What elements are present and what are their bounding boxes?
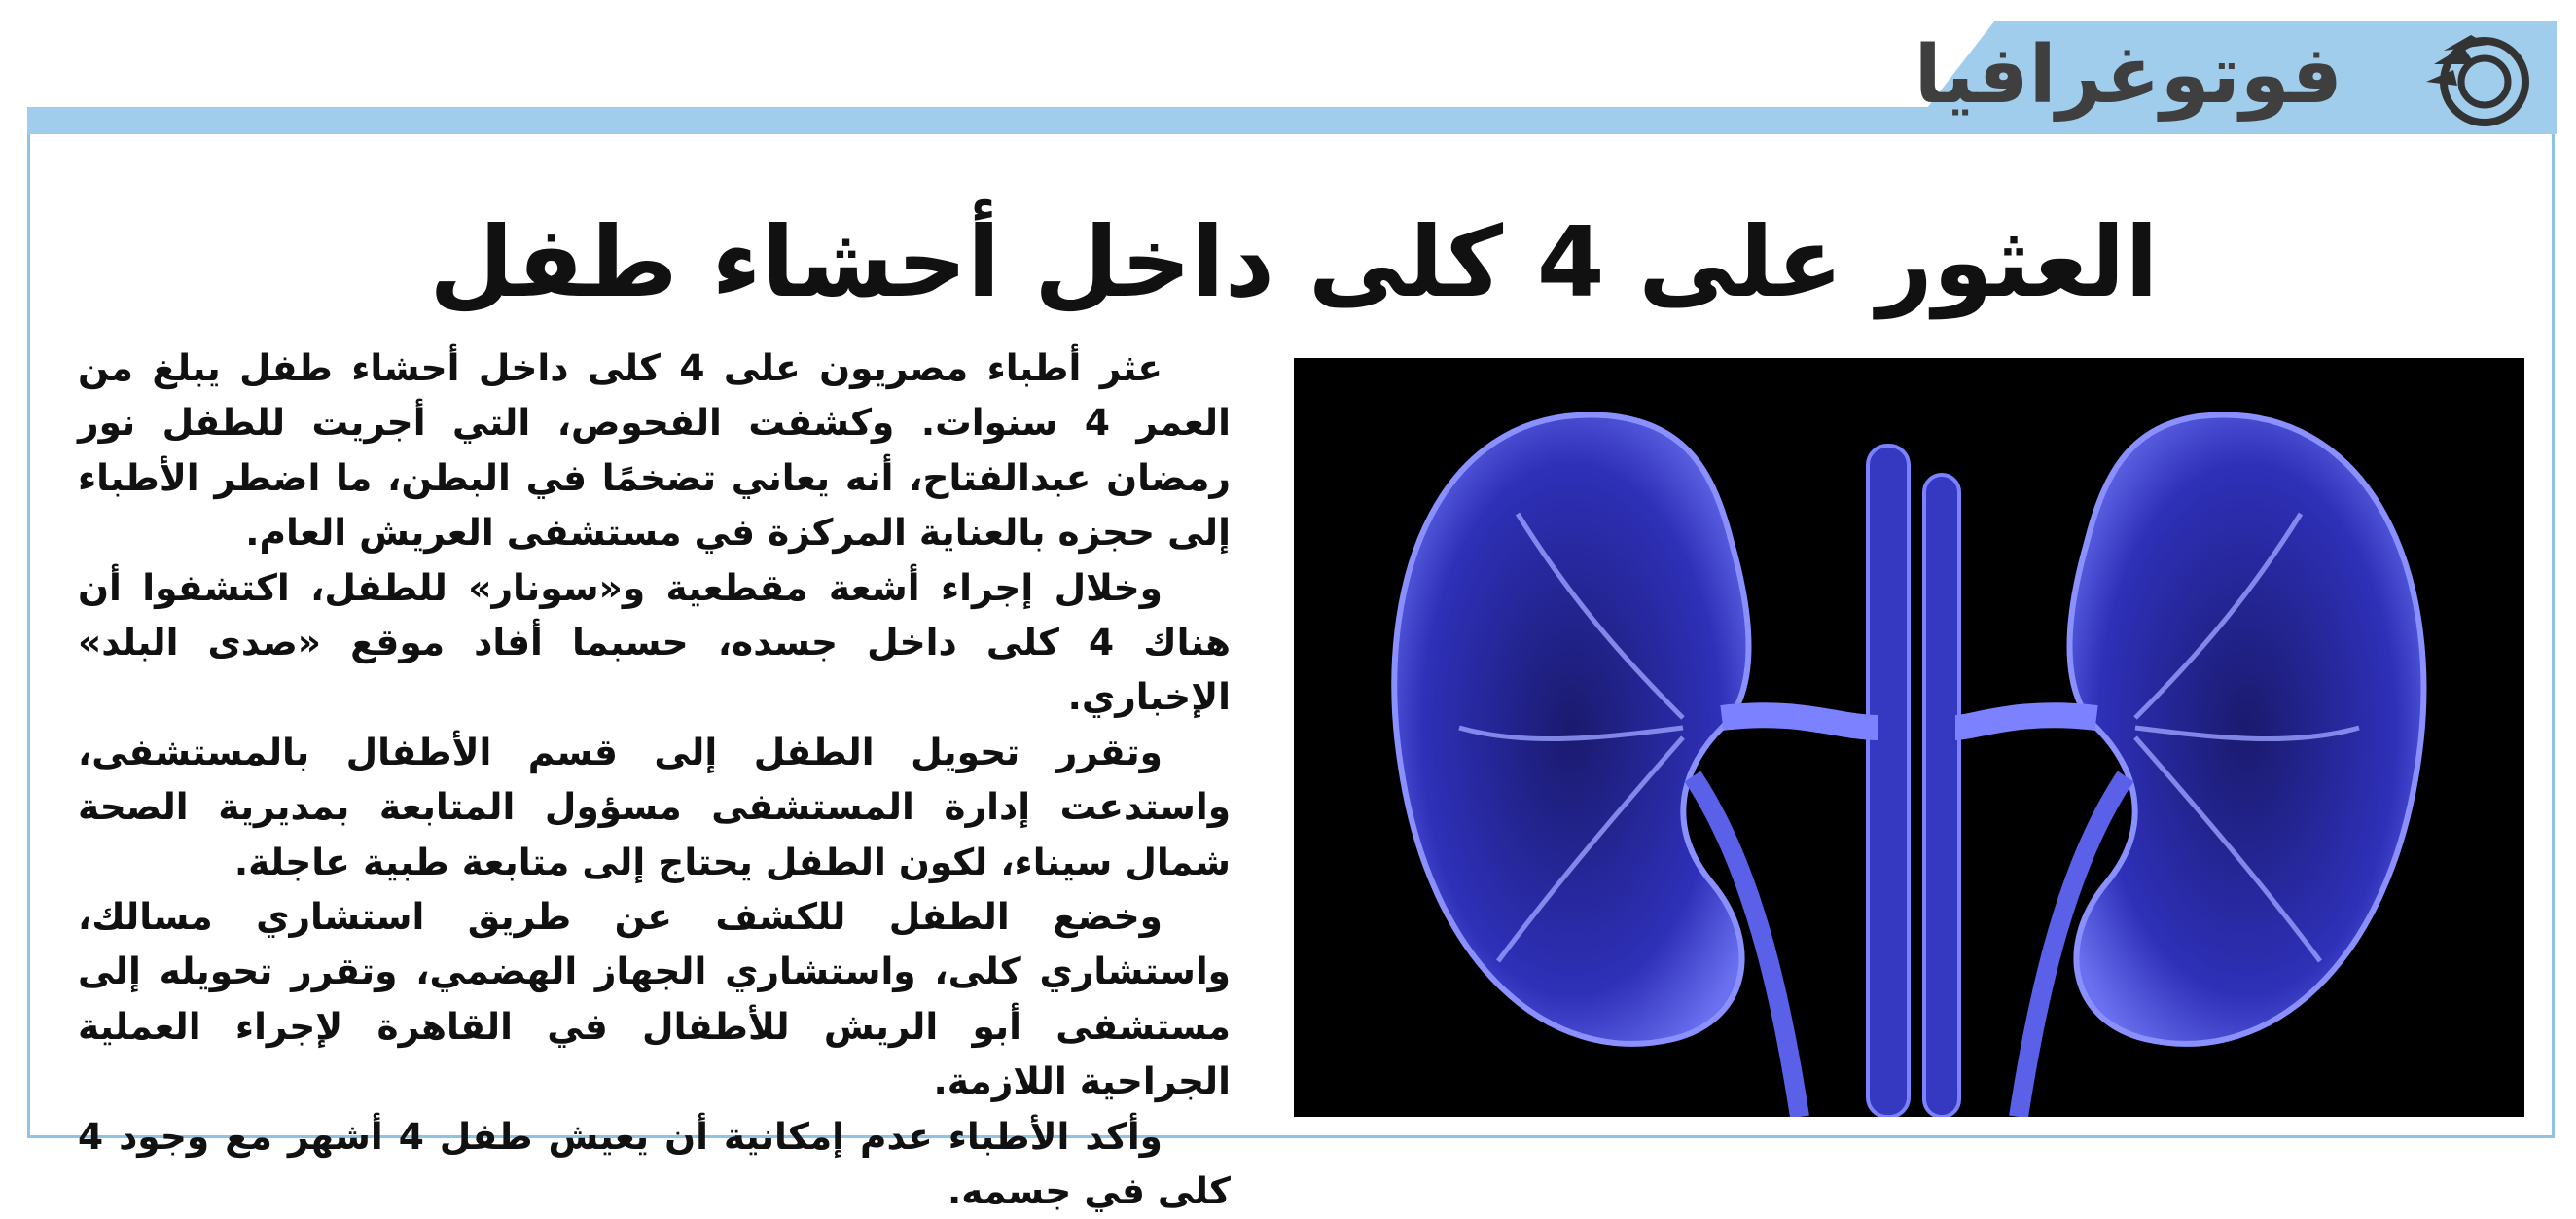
paragraph: وأكد الأطباء عدم إمكانية أن يعيش طفل 4 أشهر مع وجود 4 كلى في جسمه. [78, 1114, 1231, 1213]
paragraph: وخلال إجراء أشعة مقطعية و«سونار» للطفل، اكتشفوا أن هناك 4 كلى داخل جسده، حسبما أفاد موقع «صدى البلد» الإخباري. [78, 565, 1231, 719]
kidneys-photo [1294, 358, 2524, 1117]
camera-icon [2415, 25, 2541, 132]
article-body [78, 341, 1231, 1219]
headline: العثور على 4 كلى داخل أحشاء طفل [429, 205, 2159, 319]
paragraph: عثر أطباء مصريون على 4 كلى داخل أحشاء طفل يبلغ من العمر 4 سنوات. وكشفت الفحوص، التي أجريت للطفل نور رمضان عبدالفتاح، أنه يعاني تضخمًا في البطن، ما اضطر الأطباء إلى حجزه بالعناية المركزة في مستشفى العريش العام. [78, 346, 1231, 555]
section-label: فوتوغرافيا [1914, 29, 2343, 122]
paragraph: وتقرر تحويل الطفل إلى قسم الأطفال بالمستشفى، واستدعت إدارة المستشفى مسؤول المتابعة بمديرية الصحة شمال سيناء، لكون الطفل يحتاج إلى متابعة طبية عاجلة. [78, 730, 1231, 883]
paragraph: وخضع الطفل للكشف عن طريق استشاري مسالك، واستشاري كلى، واستشاري الجهاز الهضمي، وتقرر تحويله إلى مستشفى أبو الريش للأطفال في القاهرة لإجراء العملية الجراحية اللازمة. [78, 895, 1231, 1103]
kidneys-illustration [1294, 358, 2524, 1117]
